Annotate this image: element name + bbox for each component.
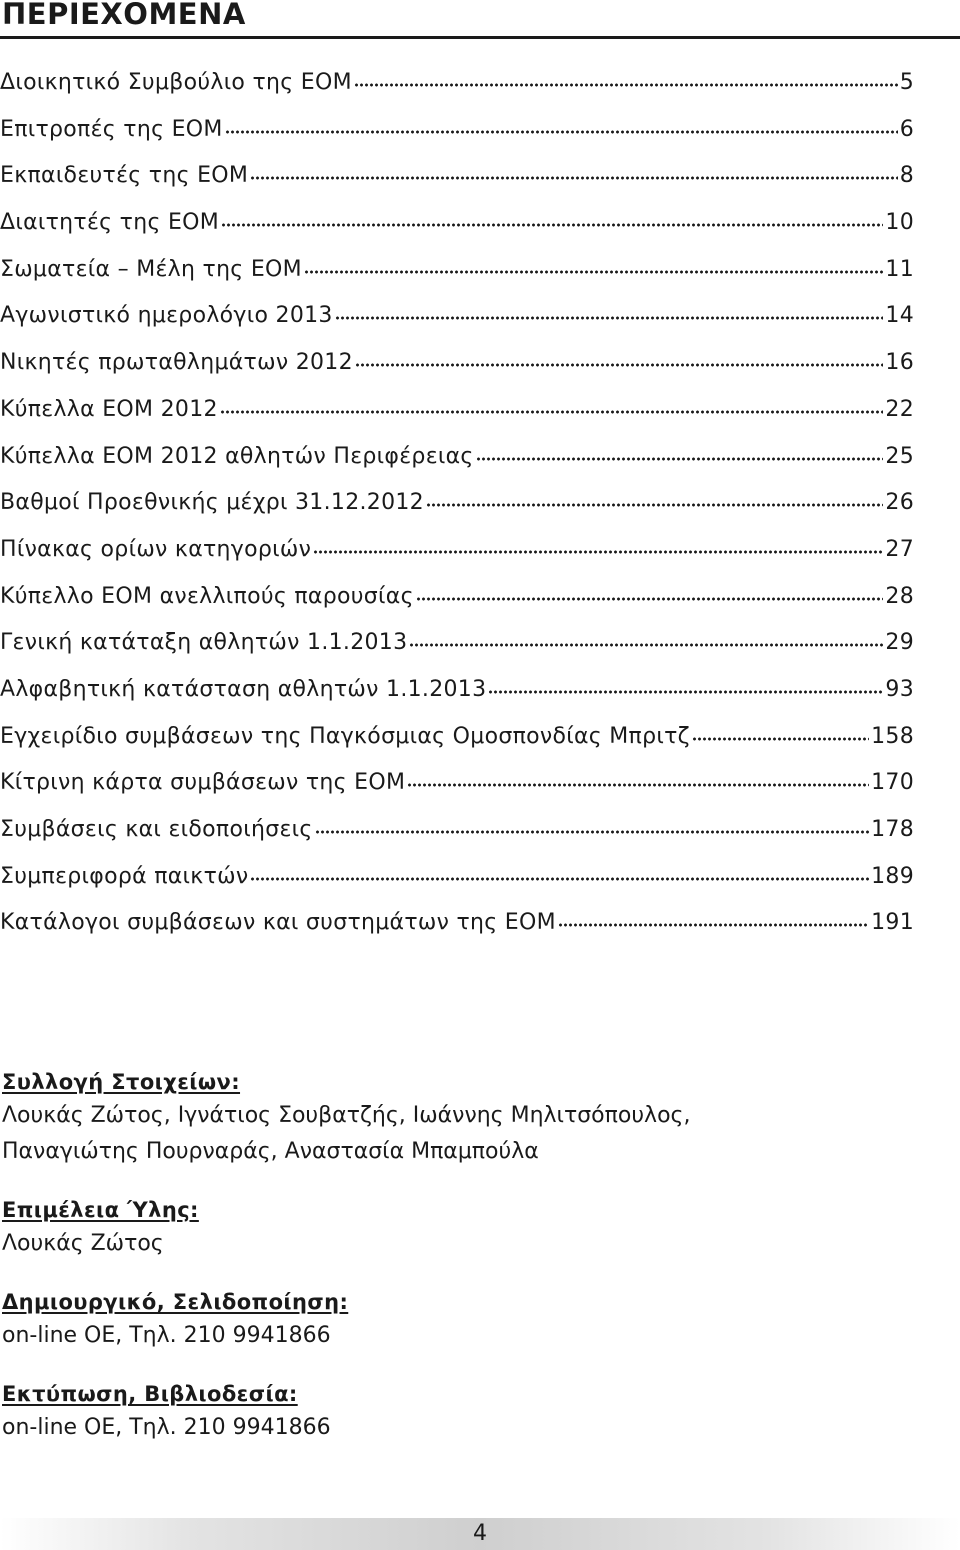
dot-leader (354, 83, 898, 87)
credit-line: Λουκάς Ζώτος (2, 1231, 164, 1256)
toc-entry-page: 25 (885, 443, 914, 469)
dot-leader (416, 597, 884, 601)
dot-leader (250, 877, 869, 881)
toc-entry-label: Σωματεία – Μέλη της ΕΟΜ (0, 256, 302, 282)
toc-entry-page: 5 (899, 70, 914, 95)
toc-entry-label: Επιτροπές της ΕΟΜ (0, 116, 223, 142)
dot-leader (335, 316, 884, 320)
dot-leader (355, 363, 883, 367)
dot-leader (250, 176, 898, 180)
toc-entry[interactable] (0, 527, 914, 574)
toc-entry-label: Αλφαβητική κατάσταση αθλητών 1.1.2013 (0, 676, 487, 702)
toc-entry-label: Κύπελλα ΕΟΜ 2012 αθλητών Περιφέρειας (0, 443, 474, 469)
credit-printing (2, 1378, 942, 1446)
credit-design-layout (2, 1286, 942, 1354)
dot-leader (225, 130, 898, 134)
toc-entry-label: Αγωνιστικό ημερολόγιο 2013 (0, 303, 333, 329)
toc-entry[interactable] (0, 900, 914, 947)
dot-leader (220, 410, 884, 414)
credit-heading: Εκτύπωση, Βιβλιοδεσία: (2, 1382, 298, 1406)
toc-entry-label: Συμπεριφορά παικτών (0, 863, 249, 889)
toc-entry-page: 170 (871, 770, 914, 796)
toc-entry[interactable] (0, 200, 914, 247)
toc-entry-label: Κύπελλα ΕΟΜ 2012 (0, 396, 218, 422)
toc-entry-page: 189 (871, 863, 914, 889)
toc-entry-label: Βαθμοί Προεθνικής μέχρι 31.12.2012 (0, 490, 424, 516)
credit-data-collection (2, 1066, 942, 1170)
toc-entry-page: 93 (885, 676, 914, 702)
toc-entry[interactable] (0, 854, 914, 901)
toc-entry-label: Πίνακας ορίων κατηγοριών (0, 536, 312, 562)
credit-line: Παναγιώτης Πουρναράς, Αναστασία Μπαμπούλα (2, 1139, 539, 1164)
toc-entry[interactable] (0, 293, 914, 340)
toc-entry-page: 11 (885, 256, 914, 282)
dot-leader (488, 690, 883, 694)
toc-entry[interactable] (0, 620, 914, 667)
dot-leader (407, 783, 869, 787)
toc-entry[interactable] (0, 434, 914, 481)
toc-entry[interactable] (0, 107, 914, 154)
toc-entry-page: 22 (885, 396, 914, 422)
toc-entry-page: 16 (885, 350, 914, 376)
dot-leader (476, 457, 884, 461)
toc-entry-page: 10 (885, 210, 914, 236)
toc-entry-page: 29 (885, 630, 914, 656)
credit-heading: Δημιουργικό, Σελιδοποίηση: (2, 1290, 349, 1314)
toc-entry-label: Νικητές πρωταθλημάτων 2012 (0, 350, 353, 376)
credit-line: on-line ΟΕ, Τηλ. 210 9941866 (2, 1323, 331, 1348)
credit-heading: Συλλογή Στοιχείων: (2, 1070, 241, 1094)
toc-entry[interactable] (0, 387, 914, 434)
toc-entry-label: Γενική κατάταξη αθλητών 1.1.2013 (0, 630, 408, 656)
toc-entry[interactable] (0, 247, 914, 294)
toc-entry-label: Εκπαιδευτές της ΕΟΜ (0, 163, 249, 189)
credit-line: on-line ΟΕ, Τηλ. 210 9941866 (2, 1415, 331, 1440)
toc-entry[interactable] (0, 714, 914, 761)
toc-entry-label: Κίτρινη κάρτα συμβάσεων της ΕΟΜ (0, 770, 406, 796)
toc-entry[interactable] (0, 60, 914, 107)
toc-entry-page: 191 (871, 910, 914, 936)
dot-leader (409, 643, 883, 647)
toc-entry-label: Κατάλογοι συμβάσεων και συστημάτων της ΕΟΜ (0, 910, 556, 936)
page-number: 4 (473, 1521, 487, 1546)
toc-entry-label: Διαιτητές της ΕΟΜ (0, 210, 220, 236)
dot-leader (315, 830, 869, 834)
title-rule (0, 36, 960, 39)
toc-entry-page: 6 (899, 116, 914, 142)
page-title: ΠΕΡΙΕΧΟΜΕΝΑ (2, 0, 246, 31)
toc-entry[interactable] (0, 807, 914, 854)
toc-entry-label: Διοικητικό Συμβούλιο της ΕΟΜ (0, 70, 352, 95)
toc-entry-page: 8 (899, 163, 914, 189)
toc-entry-page: 158 (871, 723, 914, 749)
toc-entry-label: Εγχειρίδιο συμβάσεων της Παγκόσμιας Ομοσπονδίας Μπριτζ (0, 723, 690, 749)
toc-entry[interactable] (0, 574, 914, 621)
toc-entry-label: Συμβάσεις και ειδοποιήσεις (0, 817, 313, 842)
credit-heading: Επιμέλεια Ύλης: (2, 1198, 199, 1222)
toc-entry[interactable] (0, 153, 914, 200)
credits-section (2, 1066, 942, 1470)
toc-entry[interactable] (0, 480, 914, 527)
dot-leader (558, 923, 869, 927)
dot-leader (692, 737, 869, 741)
dot-leader (426, 503, 883, 507)
toc-entry-label: Κύπελλο ΕΟΜ ανελλιπούς παρουσίας (0, 583, 414, 609)
toc-entry-page: 28 (885, 583, 914, 609)
table-of-contents (0, 60, 914, 947)
toc-entry[interactable] (0, 340, 914, 387)
dot-leader (304, 270, 883, 274)
toc-entry-page: 14 (885, 303, 914, 329)
toc-entry-page: 178 (871, 817, 914, 842)
toc-entry[interactable] (0, 667, 914, 714)
credit-line: Λουκάς Ζώτος, Ιγνάτιος Σουβατζής, Ιωάννης Μηλιτσόπουλος, (2, 1103, 691, 1128)
credit-editing (2, 1194, 942, 1262)
dot-leader (313, 550, 883, 554)
toc-entry-page: 27 (885, 536, 914, 562)
toc-entry-page: 26 (885, 490, 914, 516)
toc-entry[interactable] (0, 760, 914, 807)
dot-leader (221, 223, 883, 227)
